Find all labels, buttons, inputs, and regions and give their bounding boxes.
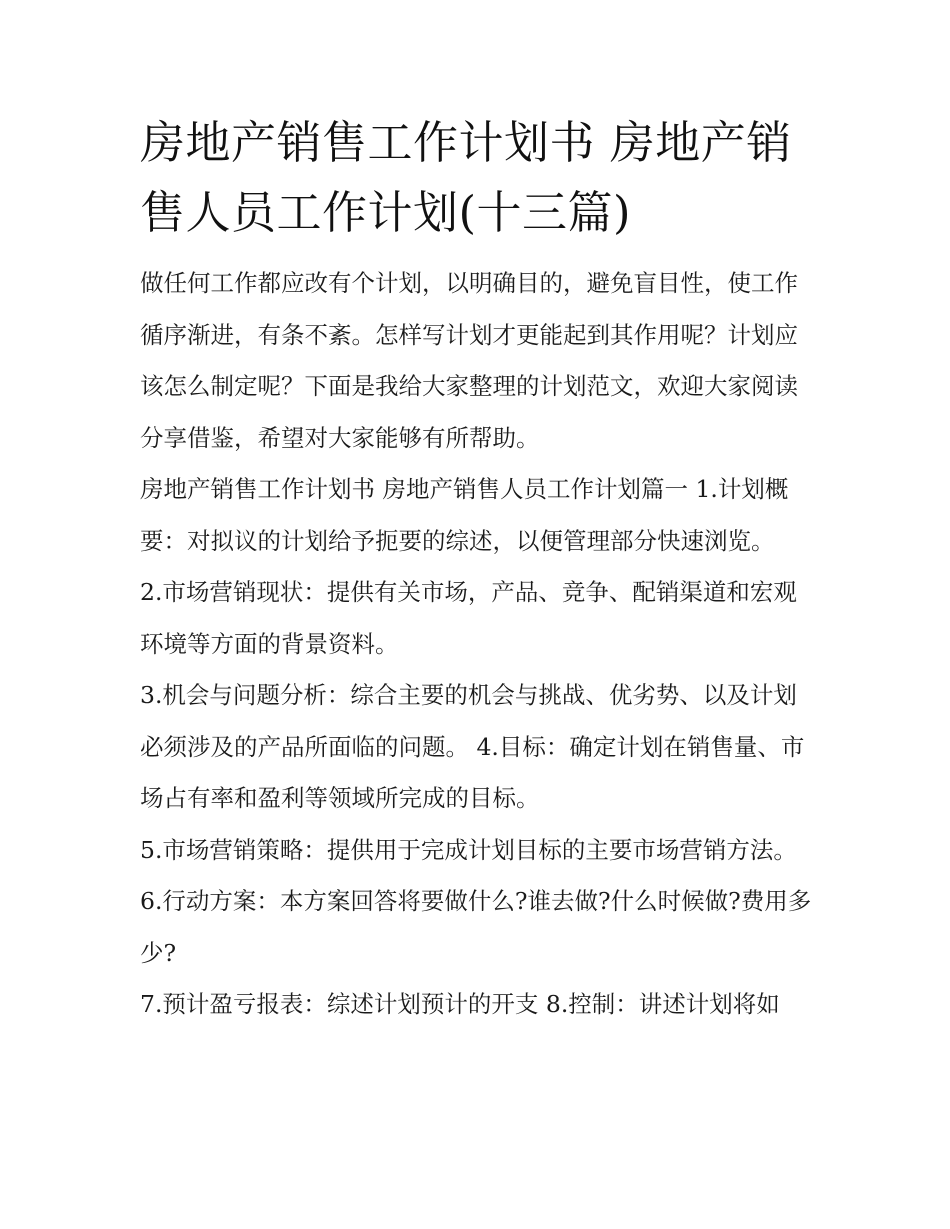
paragraph-intro: 做任何工作都应改有个计划，以明确目的，避免盲目性，使工作循序渐进，有条不紊。怎样写计划才更能起到其作用呢？计划应该怎么制定呢？下面是我给大家整理的计划范文，欢迎大家阅读分享借鉴，希望对大家能够有所帮助。 [140,269,798,452]
document-page [140,108,812,1031]
paragraph-item-1: 房地产销售工作计划书 房地产销售人员工作计划篇一 1.计划概要：对拟议的计划给予扼要的综述，以便管理部分快速浏览。 [140,475,789,555]
paragraph-item-3-4: 3.机会与问题分析：综合主要的机会与挑战、优劣势、以及计划必须涉及的产品所面临的问题。 4.目标：确定计划在销售量、市场占有率和盈利等领域所完成的目标。 [140,681,805,812]
paragraph-item-5-6: 5.市场营销策略：提供用于完成计划目标的主要市场营销方法。 6.行动方案：本方案回答将要做什么?谁去做?什么时候做?费用多少? [140,835,812,967]
document-title: 房地产销售工作计划书 房地产销售人员工作计划(十三篇) [140,116,792,239]
paragraph-item-7-8: 7.预计盈亏报表：综述计划预计的开支 8.控制：讲述计划将如 [140,990,780,1018]
paragraph-item-2: 2.市场营销现状：提供有关市场，产品、竞争、配销渠道和宏观环境等方面的背景资料。 [140,578,797,658]
